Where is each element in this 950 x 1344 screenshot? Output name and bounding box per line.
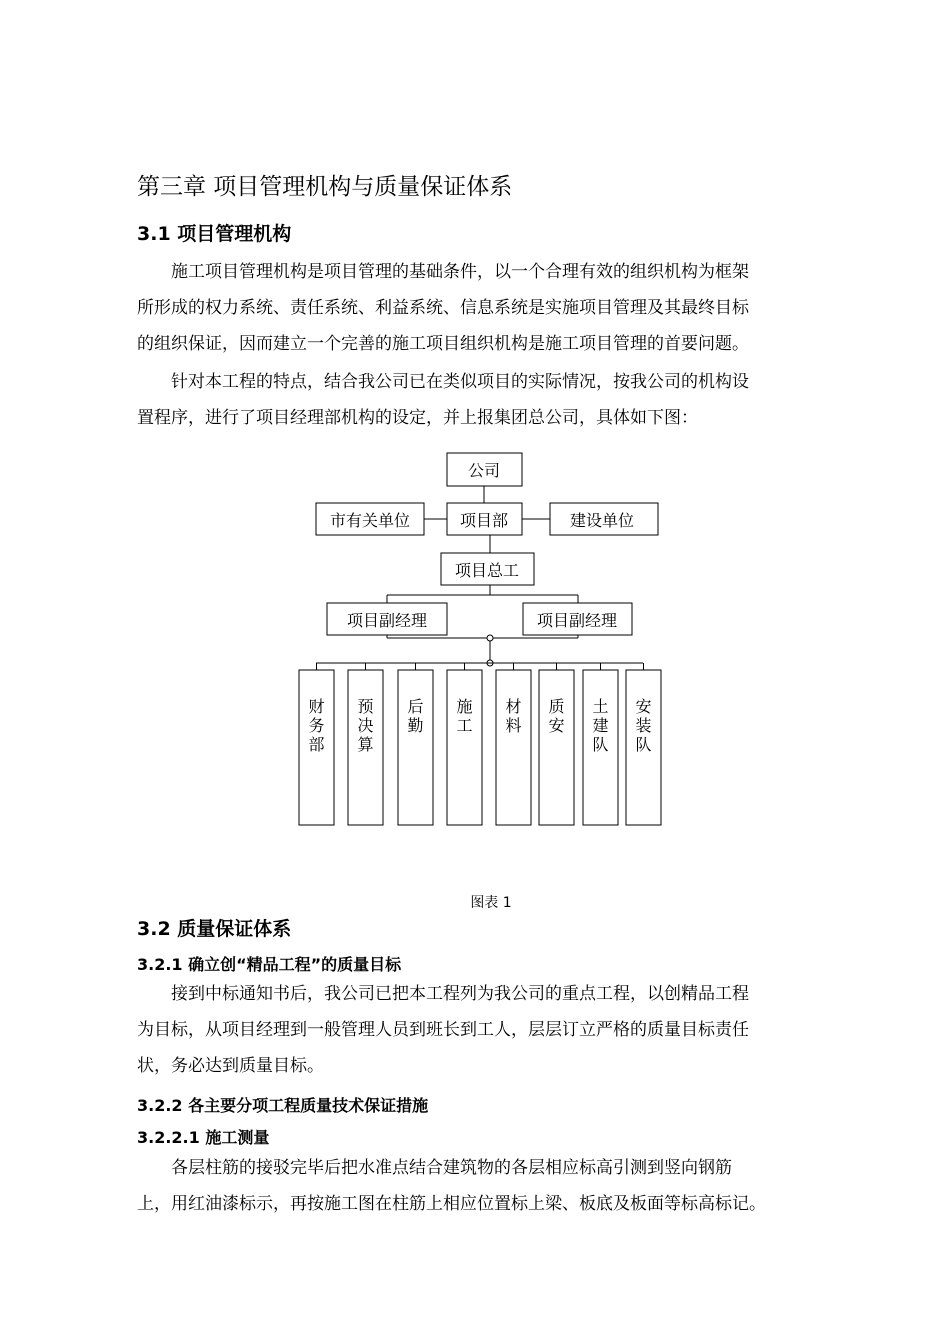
text-line: 各层柱筋的接驳完毕后把水准点结合建筑物的各层相应标高引测到竖向钢筋 bbox=[171, 1158, 732, 1178]
department-label-char: 预 bbox=[357, 697, 374, 716]
node-department bbox=[398, 670, 433, 825]
text-line: 所形成的权力系统、责任系统、利益系统、信息系统是实施项目管理及其最终目标 bbox=[137, 298, 749, 318]
text-line: 施工项目管理机构是项目管理的基础条件，以一个合理有效的组织机构为框架 bbox=[171, 262, 749, 282]
text-line: 的组织保证，因而建立一个完善的施工项目组织机构是施工项目管理的首要问题。 bbox=[137, 334, 749, 354]
section-3-2-heading: 3.2 质量保证体系 bbox=[137, 918, 292, 940]
department-label-char: 料 bbox=[505, 716, 522, 735]
paragraph-quality-goal bbox=[137, 976, 817, 1084]
node-department bbox=[496, 670, 531, 825]
chapter-title: 第三章 项目管理机构与质量保证体系 bbox=[137, 174, 513, 200]
department-label-char: 财 bbox=[308, 697, 325, 716]
department-label-char: 务 bbox=[308, 716, 325, 735]
department-label-char: 部 bbox=[308, 735, 325, 754]
label-left-unit: 市有关单位 bbox=[329, 511, 411, 530]
department-label-char: 安 bbox=[548, 716, 565, 735]
department-label-char: 勤 bbox=[407, 716, 424, 735]
text-line: 置程序，进行了项目经理部机构的设定，并上报集团总公司，具体如下图： bbox=[137, 408, 698, 428]
label-right-unit: 建设单位 bbox=[569, 511, 635, 530]
section-3-1-heading: 3.1 项目管理机构 bbox=[137, 223, 292, 245]
department-label-char: 材 bbox=[505, 697, 522, 716]
text-line: 接到中标通知书后，我公司已把本工程列为我公司的重点工程，以创精品工程 bbox=[171, 984, 749, 1004]
paragraph-org-setup bbox=[137, 364, 817, 436]
label-company: 公司 bbox=[467, 461, 501, 480]
org-chart bbox=[280, 450, 680, 835]
department-label-char: 后 bbox=[407, 697, 424, 716]
department-label-char: 建 bbox=[592, 716, 609, 735]
department-label-char: 工 bbox=[456, 716, 473, 735]
subsection-3-2-1-heading: 3.2.1 确立创“精品工程”的质量目标 bbox=[137, 955, 402, 974]
paragraph-survey bbox=[137, 1150, 817, 1222]
subsection-3-2-2-heading: 3.2.2 各主要分项工程质量技术保证措施 bbox=[137, 1096, 429, 1115]
department-label-char: 决 bbox=[357, 716, 374, 735]
subsection-3-2-2-1-heading: 3.2.2.1 施工测量 bbox=[137, 1128, 270, 1147]
text-line: 上，用红油漆标示，再按施工图在柱筋上相应位置标上梁、板底及板面等标高标记。 bbox=[137, 1194, 766, 1214]
text-line: 为目标，从项目经理到一般管理人员到班长到工人，层层订立严格的质量目标责任 bbox=[137, 1020, 749, 1040]
node-department bbox=[539, 670, 574, 825]
department-label-char: 算 bbox=[357, 735, 374, 754]
label-chief-engineer: 项目总工 bbox=[454, 561, 520, 580]
label-deputy-manager-2: 项目副经理 bbox=[536, 611, 618, 630]
figure-caption: 图表 1 bbox=[470, 895, 512, 911]
department-label-char: 队 bbox=[592, 735, 609, 754]
department-label-char: 队 bbox=[635, 735, 652, 754]
label-deputy-manager-1: 项目副经理 bbox=[346, 611, 428, 630]
node-department bbox=[447, 670, 482, 825]
department-label-char: 施 bbox=[456, 697, 473, 716]
department-label-char: 土 bbox=[592, 697, 609, 716]
label-project-dept: 项目部 bbox=[459, 511, 509, 530]
text-line: 状，务必达到质量目标。 bbox=[137, 1056, 324, 1076]
department-label-char: 装 bbox=[635, 716, 652, 735]
connector-dot bbox=[487, 635, 493, 641]
paragraph-org-intro bbox=[137, 254, 817, 362]
department-label-char: 安 bbox=[635, 697, 652, 716]
text-line: 针对本工程的特点，结合我公司已在类似项目的实际情况，按我公司的机构设 bbox=[171, 372, 749, 392]
department-label-char: 质 bbox=[548, 697, 565, 716]
